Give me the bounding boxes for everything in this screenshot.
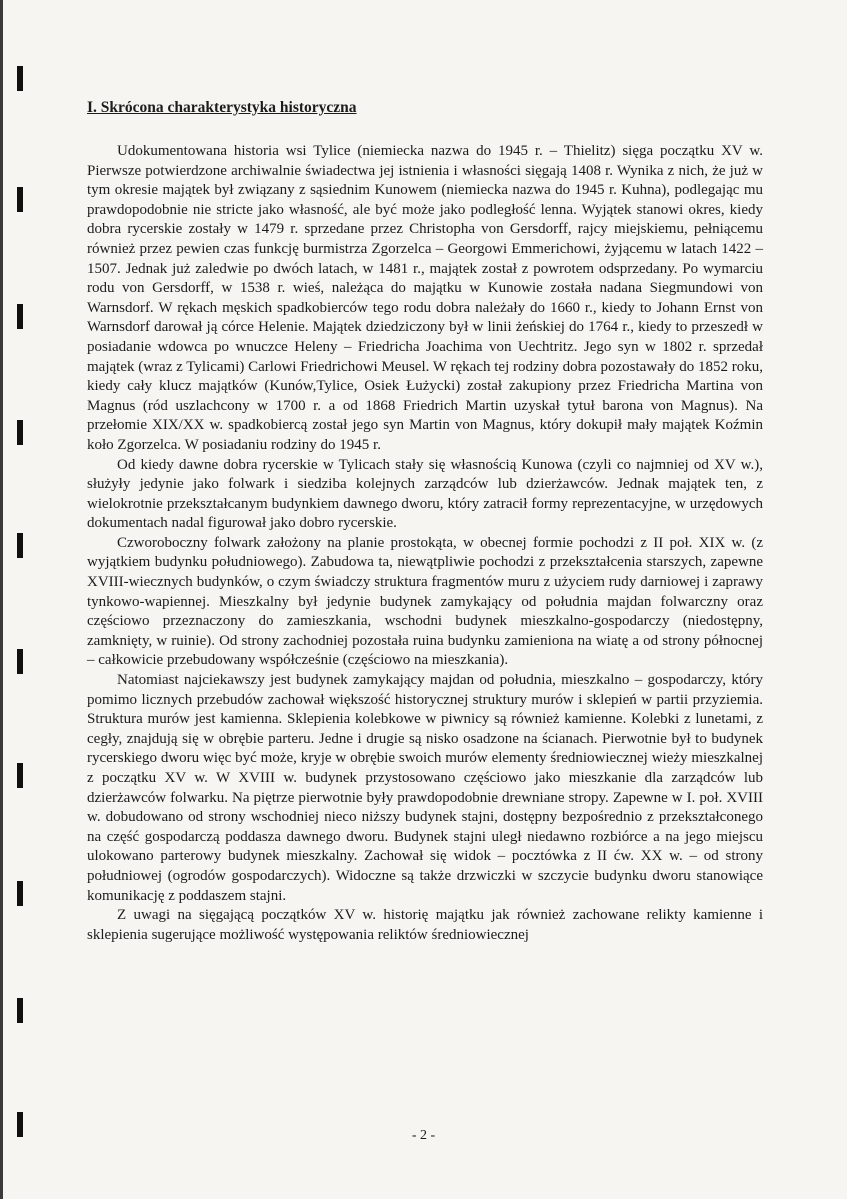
scan-margin-mark bbox=[17, 420, 23, 445]
paragraph: Natomiast najciekawszy jest budynek zamykający majdan od południa, mieszkalno – gospodarczy, który pomimo licznych przebudów zachował większość historycznej struktury murów i sklepień w partii przyziemia. Struktura murów jest kamienna. Sklepienia kolebkowe w piwnicy są również kamienne. Kolebki z lunetami, z cegły, znajdują się w obrębie parteru. Jedne i drugie są nisko osadzone na ścianach. Pierwotnie był to budynek rycerskiego dworu więc być może, kryje w obrębie swoich murów elementy średniowiecznej wieży mieszkalnej z początku XV w. W XVIII w. budynek przystosowano częściowo jako mieszkanie dla zarządców lub dzierżawców folwarku. Na piętrze pierwotnie były prawdopodobnie drewniane stropy. Zapewne w I. poł. XVIII w. dobudowano od strony wschodniej nieco niższy budynek stajni, dostępny bezpośrednio z przekształconego na część gospodarczą poddasza dawnego dworu. Budynek stajni uległ niedawno rozbiórce a na jego miejscu ulokowano parterowy budynek mieszkalny. Zachował się widok – pocztówka z II ćw. XX w. – od strony południowej (ogrodów gospodarczych). Widoczne są także drzwiczki w szczycie budynku dworu stanowiące komunikację z poddaszem stajni. bbox=[87, 672, 763, 904]
section-heading: I. Skrócona charakterystyka historyczna bbox=[87, 99, 357, 116]
page-number: - 2 - bbox=[411, 1128, 436, 1143]
scan-margin-mark bbox=[17, 66, 23, 91]
scan-margin-mark bbox=[17, 304, 23, 329]
scan-margin-mark bbox=[17, 649, 23, 674]
scan-margin-mark bbox=[17, 533, 23, 558]
paragraph: Od kiedy dawne dobra rycerskie w Tylicach stały się własnością Kunowa (czyli co najmniej od XV w.), służyły jedynie jako folwark i siedziba kolejnych zarządców lub dzierżawców. Jednak majątek ten, z wielokrotnie przekształcanym budynkiem dawnego dworu, który zatracił formy reprezentacyjne, w urzędowych dokumentach nadal figurował jako dobro rycerskie. bbox=[87, 456, 763, 532]
paragraph: Z uwagi na sięgającą początków XV w. historię majątku jak również zachowane relikty kamienne i sklepienia sugerujące możliwość występowania reliktów średniowiecznej bbox=[87, 907, 763, 943]
scan-margin-mark bbox=[17, 763, 23, 788]
scan-edge bbox=[0, 0, 3, 1199]
document-body bbox=[87, 98, 763, 945]
paragraph: Czworoboczny folwark założony na planie prostokąta, w obecnej formie pochodzi z II poł. XIX w. (z wyjątkiem budynku południowego). Zabudowa ta, niewątpliwie pochodzi z przekształcenia starszych, zapewne XVIII-wiecznych budynków, o czym świadczy struktura fragmentów muru z użyciem rudy darniowej i zaprawy tynkowo-wapiennej. Mieszkalny był jedynie budynek zamykający od południa majdan folwarczny oraz częściowo przeznaczony do zamieszkania, wschodni budynek mieszkalno-gospodarczy (niedostępny, zamknięty, w ruinie). Od strony zachodniej pozostała ruina budynku zamieniona na wiatę a od strony północnej – całkowicie przebudowany współcześnie (częściowo na mieszkania). bbox=[87, 534, 763, 669]
scan-margin-mark bbox=[17, 187, 23, 212]
paragraph: Udokumentowana historia wsi Tylice (niemiecka nazwa do 1945 r. – Thielitz) sięga początku XV w. Pierwsze potwierdzone archiwalnie świadectwa jej istnienia i własności sięgają 1408 r. Wynika z nich, że już w tym okresie majątek był związany z sąsiednim Kunowem (niemiecka nazwa do 1945 r. Kuhna), podlegając mu prawdopodobnie nie stricte jako własność, ale być może jako podległość lenna. Wyjątek stanowi okres, kiedy dobra rycerskie zostały w 1479 r. sprzedane przez Christopha von Gersdorff, rajcy miejskiemu, pełniącemu również przez pewien czas funkcję burmistrza Zgorzelca – Georgowi Emmerichowi, żyjącemu w latach 1422 – 1507. Jednak już zaledwie po dwóch latach, w 1481 r., majątek został z powrotem odsprzedany. Po wymarciu rodu von Gersdorff, w 1538 r. wieś, należąca do majątku w Kunowie została nadana Siegmundowi von Warnsdorf. W rękach męskich spadkobierców tego rodu dobra należały do 1660 r., kiedy to Johann Ernst von Warnsdorf darował ją córce Helenie. Majątek dziedziczony był w linii żeńskiej do 1764 r., kiedy to przeszedł w posiadanie wdowca po wnuczce Heleny – Friedricha Joachima von Uechtritz. Jego syn w 1802 r. sprzedał majątek (wraz z Tylicami) Carlowi Friedrichowi Meusel. W rękach tej rodziny dobra pozostawały do 1852 roku, kiedy cały klucz majątków (Kunów,Tylice, Osiek Łużycki) został zakupiony przez Friedricha Martina von Magnus (ród uszlachcony w 1700 r. a od 1868 Friedrich Martin uzyskał tytuł barona von Magnus). Na przełomie XIX/XX w. spadkobiercą został jego syn Martin von Magnus, który dokupił mały majątek Koźmin koło Zgorzelca. W posiadaniu rodziny do 1945 r. bbox=[87, 143, 763, 453]
scan-margin-mark bbox=[17, 881, 23, 906]
scan-margin-mark bbox=[17, 998, 23, 1023]
